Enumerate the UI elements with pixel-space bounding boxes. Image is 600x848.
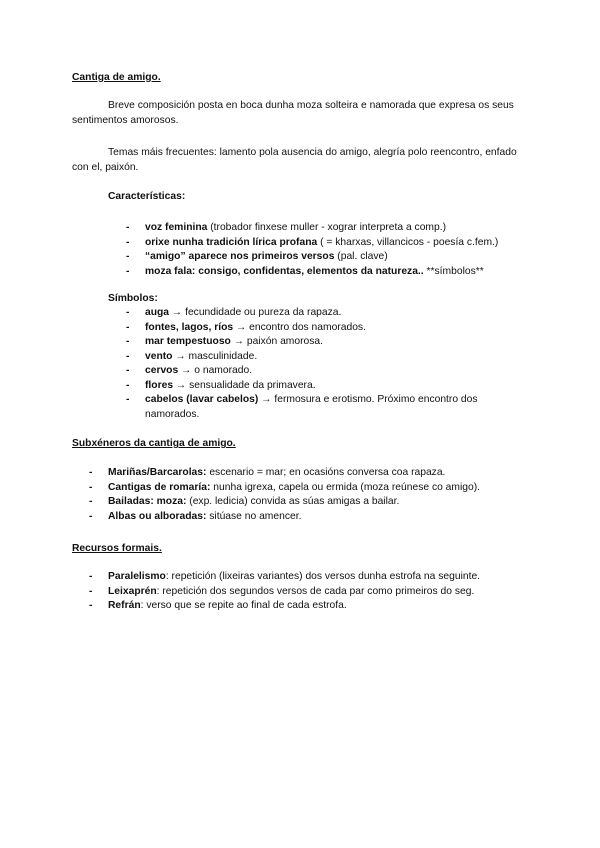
page-title: Cantiga de amigo. [72, 72, 161, 83]
arrow-icon: → [233, 336, 245, 347]
list-item [126, 250, 535, 265]
item-term: Cantigas de romaría: [108, 481, 211, 493]
list-item [89, 481, 538, 496]
list-item [126, 393, 515, 422]
item-desc: fermosura e erotismo. Próximo encontro dos namorados. [145, 394, 478, 420]
item-desc: (exp. ledicia) convida as súas amigas a bailar. [186, 496, 400, 507]
bullet-dash: - [126, 365, 130, 376]
item-desc: : repetición (lixeiras variantes) dos versos dunha estrofa na seguinte. [165, 571, 481, 582]
bullet-dash: - [89, 585, 93, 597]
list-item [126, 265, 535, 280]
item-term: “amigo” aparece nos primeiros versos [145, 251, 335, 262]
bullet-dash: - [126, 350, 130, 362]
simbolos-heading: Símbolos: [108, 293, 158, 304]
item-term: Albas ou alboradas: [108, 510, 207, 522]
item-term: mar tempestuoso [145, 336, 231, 347]
list-item [126, 364, 515, 379]
item-desc: (pal. clave) [334, 251, 388, 262]
bullet-dash: - [89, 481, 93, 493]
arrow-icon: → [175, 350, 186, 362]
item-desc: paixón amorosa. [244, 336, 324, 347]
bullet-dash: - [126, 236, 130, 248]
item-desc: **símbolos** [423, 265, 484, 277]
item-term: Refrán [108, 600, 141, 611]
item-term: Leixaprén [108, 585, 157, 597]
item-term: Paralelismo [108, 571, 166, 582]
bullet-dash: - [89, 510, 93, 522]
item-term: cabelos (lavar cabelos) [145, 394, 259, 405]
item-term: voz feminina [145, 222, 208, 233]
temas-paragraph: Temas máis frecuentes: lamento pola ausencia do amigo, alegría polo reencontro, enfado con el, paixón. [72, 147, 517, 173]
list-item [89, 495, 538, 510]
list-item [89, 466, 538, 481]
item-desc: fecundidade ou pureza da rapaza. [182, 307, 342, 318]
recursos-list [89, 570, 538, 614]
bullet-dash: - [126, 321, 130, 333]
item-desc: o namorado. [191, 365, 253, 376]
bullet-dash: - [126, 222, 130, 233]
list-item [126, 236, 535, 251]
simbolos-list [126, 306, 515, 422]
bullet-dash: - [126, 307, 130, 318]
bullet-dash: - [126, 394, 130, 405]
list-item [89, 599, 538, 614]
list-item [89, 570, 538, 585]
item-desc: : verso que se repite ao final de cada estrofa. [140, 600, 347, 611]
bullet-dash: - [89, 600, 93, 611]
list-item [126, 379, 515, 394]
item-term: Bailadas: moza: [108, 496, 187, 507]
list-item [126, 321, 515, 336]
item-desc: sitúase no amencer. [206, 510, 302, 522]
item-desc: masculinidade. [185, 350, 258, 362]
list-item [89, 510, 538, 525]
list-item [126, 335, 515, 350]
list-item [89, 585, 538, 600]
list-item [126, 306, 515, 321]
item-desc: encontro dos namorados. [246, 321, 366, 333]
bullet-dash: - [89, 467, 93, 478]
item-term: auga [145, 307, 170, 318]
item-term: vento [145, 350, 173, 362]
arrow-icon: → [261, 394, 272, 405]
item-term: cervos [145, 365, 179, 376]
item-desc: (trobador finxese muller - xograr interpreta a comp.) [207, 222, 447, 233]
arrow-icon: → [181, 365, 192, 376]
item-term: orixe nunha tradición lírica profana [145, 236, 318, 248]
bullet-dash: - [126, 336, 130, 347]
arrow-icon: → [236, 321, 247, 333]
subxeneros-list [89, 466, 538, 524]
subxeneros-heading: Subxéneros da cantiga de amigo. [72, 438, 236, 449]
item-desc: : repetición dos segundos versos de cada par como primeiros do seg. [156, 585, 475, 597]
bullet-dash: - [126, 379, 130, 391]
item-term: fontes, lagos, ríos [145, 321, 234, 333]
bullet-dash: - [126, 265, 130, 277]
intro-paragraph: Breve composición posta en boca dunha moza solteira e namorada que expresa os seus sentimentos amorosos. [72, 100, 514, 126]
bullet-dash: - [126, 251, 130, 262]
item-term: Mariñas/Barcarolas: [108, 467, 207, 478]
bullet-dash: - [89, 496, 93, 507]
item-desc: escenario = mar; en ocasións conversa coa rapaza. [206, 467, 446, 478]
item-desc: ( = kharxas, villancicos - poesía c.fem.) [317, 236, 499, 248]
arrow-icon: → [171, 307, 183, 318]
item-desc: nunha igrexa, capela ou ermida (moza reúnese co amigo). [210, 481, 481, 493]
bullet-dash: - [89, 571, 93, 582]
item-desc: sensualidade da primavera. [186, 379, 316, 391]
list-item [126, 221, 535, 236]
recursos-heading: Recursos formais. [72, 543, 162, 554]
caracteristicas-list [126, 221, 535, 279]
arrow-icon: → [175, 379, 187, 391]
list-item [126, 350, 515, 365]
caracteristicas-heading: Características: [108, 191, 186, 202]
item-term: moza fala: consigo, confidentas, elementos da natureza.. [145, 265, 424, 277]
item-term: flores [145, 379, 174, 391]
